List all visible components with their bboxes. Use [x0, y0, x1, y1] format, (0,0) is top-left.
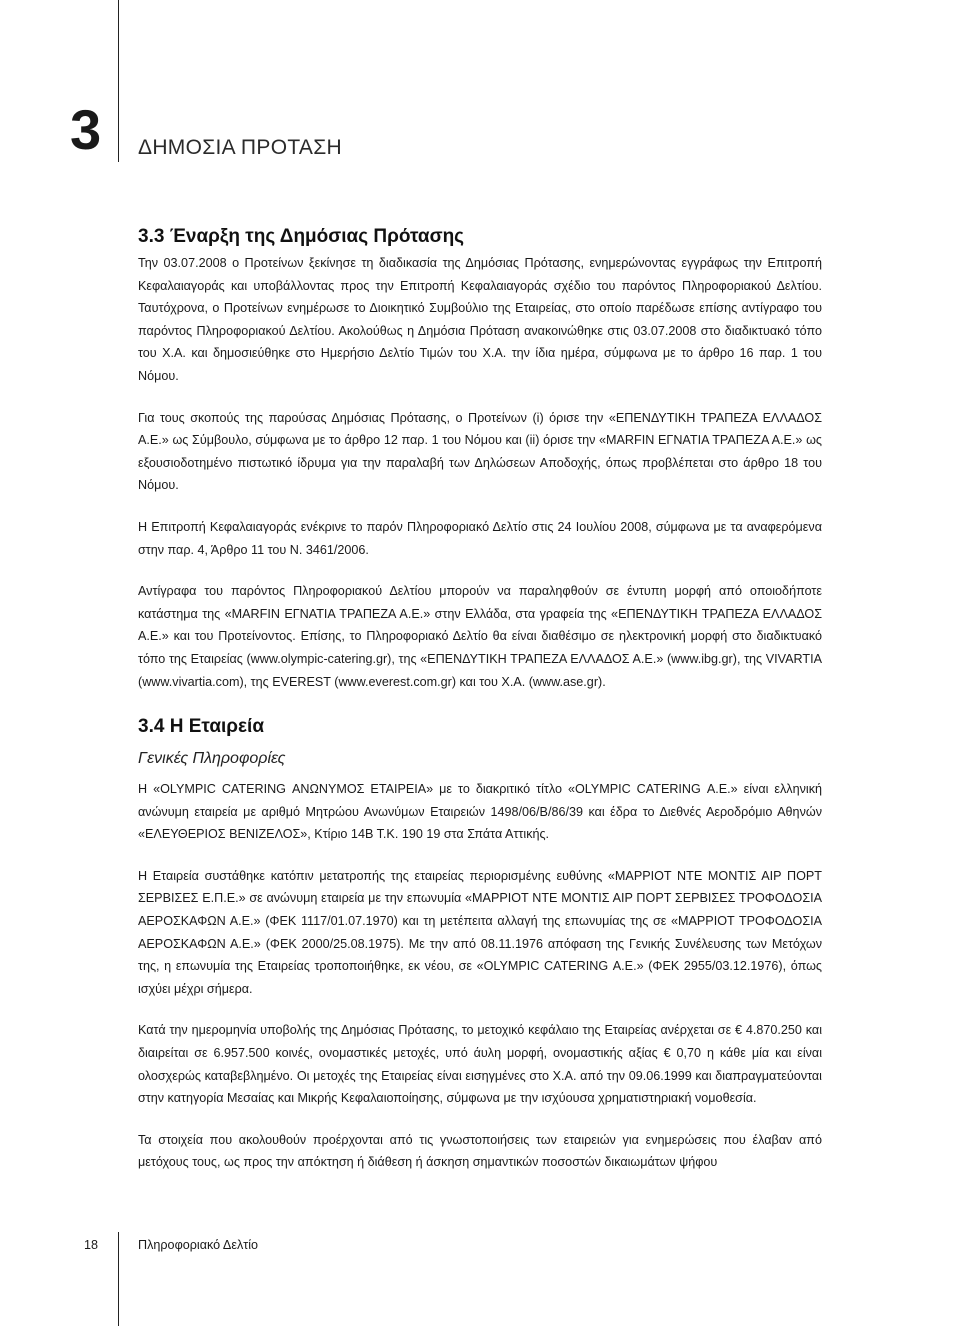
paragraph: Τα στοιχεία που ακολουθούν προέρχονται από τις γνωστοποιήσεις των εταιρειών για ενημερώσεις που έλαβαν από μετόχους τους, ως προς την απόκτηση ή διάθεση ή άσκηση σημαντικών ποσοστών δικαιωμάτων ψήφου — [138, 1132, 822, 1170]
chapter-number: 3 — [70, 98, 102, 161]
paragraph: Η «OLYMPIC CATERING ΑΝΩΝΥΜΟΣ ΕΤΑΙΡΕΙΑ» με το διακριτικό τίτλο «OLYMPIC CATERING Α.Ε.» είναι ελληνική ανώνυμη εταιρεία με αριθμό Μητρώου Ανωνύμων Εταιρειών 1498/06/Β/86/39 και έδρα το Διεθνές Αεροδρόμιο Αθηνών «ΕΛΕΥΘΕΡΙΟΣ ΒΕΝΙΖΕΛΟΣ», Κτίριο 14Β Τ.Κ. 190 19 στα Σπάτα Αττικής. — [138, 782, 822, 842]
paragraph: Η Εταιρεία συστάθηκε κατόπιν μετατροπής της εταιρείας περιορισμένης ευθύνης «ΜΑΡΡΙΟΤ ΝΤΕ ΜΟΝΤΙΣ ΑΙΡ ΠΟΡΤ ΣΕΡΒΙΣΕΣ Ε.Π.Ε.» σε ανώνυμη εταιρεία με την επωνυμία «ΜΑΡΡΙΟΤ ΝΤΕ ΜΟΝΤΙΣ ΑΙΡ ΠΟΡΤ ΣΕΡΒΙΣΕΣ ΤΡΟΦΟΔΟΣΙΑ ΑΕΡΟΣΚΑΦΩΝ Α.Ε.» (ΦΕΚ 1117/01.07.1970) και τη μετέπειτα αλλαγή της επωνυμίας της σε «ΜΑΡΡΙΟΤ ΤΡΟΦΟΔΟΣΙΑ ΑΕΡΟΣΚΑΦΩΝ Α.Ε.» (ΦΕΚ 2000/25.08.1975). Με την από 08.11.1976 απόφαση της Γενικής Συνέλευσης των Μετόχων της, η επωνυμία της Εταιρείας τροποποιήθηκε, εκ νέου, σε «OLYMPIC CATERING Α.Ε.» (ΦΕΚ 2955/03.12.1976), όπως ισχύει μέχρι σήμερα. — [138, 868, 822, 996]
section-heading-3-4: 3.4 Η Εταιρεία — [138, 716, 265, 738]
section-heading-3-3: 3.3 Έναρξη της Δημόσιας Πρότασης — [138, 226, 465, 247]
page-content — [138, 222, 822, 1193]
paragraph: Την 03.07.2008 ο Προτείνων ξεκίνησε τη διαδικασία της Δημόσιας Πρότασης, ενημερώνοντας εγγράφως την Επιτροπή Κεφαλαιαγοράς και υποβάλλοντας προς την Επιτροπή Κεφαλαιαγοράς σχέδιο του παρόντος Πληροφοριακού Δελτίου. Ταυτόχρονα, ο Προτείνων ενημέρωσε το Διοικητικό Συμβούλιο της Εταιρείας, στο οποίο παρέδωσε επίσης αντίγραφο του παρόντος Πληροφοριακού Δελτίου. Ακολούθως η Δημόσια Πρόταση ανακοινώθηκε στις 03.07.2008 στο διαδικτυακό τόπο του Χ.Α. και δημοσιεύθηκε στο Ημερήσιο Δελτίο Τιμών του Χ.Α. την ίδια ημέρα, σύμφωνα με το άρθρο 16 παρ. 1 του Νόμου. — [138, 256, 822, 383]
vertical-rule-bottom — [118, 1232, 119, 1326]
subheading-general-info: Γενικές Πληροφορίες — [138, 750, 286, 768]
footer-title: Πληροφοριακό Δελτίο — [138, 1238, 259, 1252]
paragraph: Για τους σκοπούς της παρούσας Δημόσιας Πρότασης, ο Προτείνων (i) όρισε την «ΕΠΕΝΔΥΤΙΚΗ ΤΡΑΠΕΖΑ ΕΛΛΑΔΟΣ Α.Ε.» ως Σύμβουλο, σύμφωνα με το άρθρο 12 παρ. 1 του Νόμου και (ii) όρισε την «MARFIN ΕΓΝΑΤΙΑ ΤΡΑΠΕΖΑ Α.Ε.» ως εξουσιοδοτημένο πιστωτικό ίδρυμα για την παραλαβή των Δηλώσεων Αποδοχής, όπως προβλέπεται στο άρθρο 18 του Νόμου. — [138, 410, 822, 493]
page-number: 18 — [84, 1238, 99, 1252]
paragraph: Κατά την ημερομηνία υποβολής της Δημόσιας Πρότασης, το μετοχικό κεφάλαιο της Εταιρείας ανέρχεται σε € 4.870.250 και διαιρείται σε 6.957.500 κοινές, ονομαστικές μετοχές, υπό άυλη μορφή, ονομαστικής αξίας € 0,70 η κάθε μία και είναι ολοσχερώς καταβεβλημένο. Οι μετοχές της Εταιρείας είναι εισηγμένες στο Χ.Α. από την 09.06.1999 και διαπραγματεύονται στην κατηγορία Μεσαίας και Μικρής Κεφαλαιοποίησης, σύμφωνα με την ισχύουσα χρηματιστηριακή νομοθεσία. — [138, 1023, 822, 1106]
paragraph: Αντίγραφα του παρόντος Πληροφοριακού Δελτίου μπορούν να παραληφθούν σε έντυπη μορφή από οποιοδήποτε κατάστημα της «MARFIN ΕΓΝΑΤΙΑ ΤΡΑΠΕΖΑ Α.Ε.» στην Ελλάδα, στα γραφεία της «ΕΠΕΝΔΥΤΙΚΗ ΤΡΑΠΕΖΑ ΕΛΛΑΔΟΣ Α.Ε.» και του Προτείνοντος. Επίσης, το Πληροφοριακό Δελτίο θα είναι διαθέσιμο σε ηλεκτρονική μορφή στο διαδικτυακό τόπο της Εταιρείας (www.olympic-catering.gr), της «ΕΠΕΝΔΥΤΙΚΗ ΤΡΑΠΕΖΑ ΕΛΛΑΔΟΣ Α.Ε.» (www.ibg.gr), της VIVARTIA (www.vivartia.com), της EVEREST (www.everest.com.gr) και του Χ.Α. (www.ase.gr). — [138, 584, 822, 689]
vertical-rule-top — [118, 0, 119, 162]
chapter-title: ΔΗΜΟΣΙΑ ΠΡΟΤΑΣΗ — [138, 136, 342, 159]
paragraph: Η Επιτροπή Κεφαλαιαγοράς ενέκρινε το παρόν Πληροφοριακό Δελτίο στις 24 Ιουλίου 2008, σύμφωνα με τα αναφερόμενα στην παρ. 4, Άρθρο 11 του Ν. 3461/2006. — [138, 519, 822, 557]
